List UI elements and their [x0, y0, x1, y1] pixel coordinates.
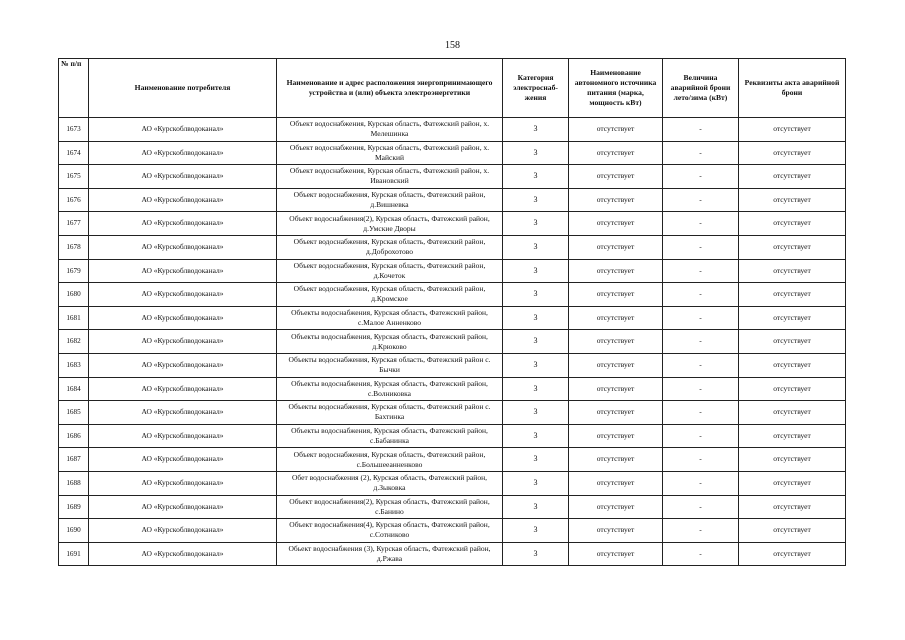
row-act: отсутствует	[739, 330, 846, 354]
row-source: отсутствует	[569, 141, 663, 165]
row-source: отсутствует	[569, 424, 663, 448]
row-reserve: -	[663, 448, 739, 472]
row-consumer: АО «Курскоблводоканал»	[89, 330, 277, 354]
row-object: Объект водоснабжения(2), Курская область, Фатежский район, д.Умские Дворы	[277, 212, 503, 236]
row-num: 1679	[59, 259, 89, 283]
row-reserve: -	[663, 377, 739, 401]
row-reserve: -	[663, 188, 739, 212]
row-object: Объекты водоснабжения, Курская область, Фатежский район, с.Малое Анненково	[277, 306, 503, 330]
row-object: Объект водоснабжения, Курская область, Фатежский район, д.Доброхотово	[277, 235, 503, 259]
row-category: 3	[503, 283, 569, 307]
row-category: 3	[503, 377, 569, 401]
row-reserve: -	[663, 495, 739, 519]
table-row	[59, 495, 846, 519]
row-object: Объекты водоснабжения, Курская область, Фатежский район с. Бахтинка	[277, 401, 503, 425]
row-category: 3	[503, 141, 569, 165]
header-num: № п/п	[59, 59, 89, 118]
row-act: отсутствует	[739, 259, 846, 283]
row-act: отсутствует	[739, 188, 846, 212]
row-object: Обьект водоснабжения (3), Курская область, Фатежский район, д.Ржава	[277, 542, 503, 566]
row-object: Объект водоснабжения, Курская область, Фатежский район, д.Кочеток	[277, 259, 503, 283]
row-num: 1687	[59, 448, 89, 472]
row-object: Объект водоснабжения, Курская область, Фатежский район, х. Майский	[277, 141, 503, 165]
row-source: отсутствует	[569, 306, 663, 330]
row-reserve: -	[663, 165, 739, 189]
header-reserve: Величина аварийной брони лето/зима (кВт)	[663, 59, 739, 118]
row-consumer: АО «Курскоблводоканал»	[89, 401, 277, 425]
row-act: отсутствует	[739, 424, 846, 448]
row-category: 3	[503, 306, 569, 330]
row-object: Объект водоснабжения, Курская область, Фатежский район, х. Ивановский	[277, 165, 503, 189]
row-category: 3	[503, 235, 569, 259]
row-category: 3	[503, 448, 569, 472]
row-consumer: АО «Курскоблводоканал»	[89, 448, 277, 472]
row-reserve: -	[663, 212, 739, 236]
row-object: Объект водоснабжения, Курская область, Фатежский район, д.Кромское	[277, 283, 503, 307]
page-number: 158	[445, 40, 460, 51]
row-num: 1682	[59, 330, 89, 354]
row-act: отсутствует	[739, 448, 846, 472]
row-reserve: -	[663, 141, 739, 165]
table-header-row	[59, 59, 846, 118]
row-consumer: АО «Курскоблводоканал»	[89, 424, 277, 448]
row-reserve: -	[663, 306, 739, 330]
row-consumer: АО «Курскоблводоканал»	[89, 495, 277, 519]
row-reserve: -	[663, 424, 739, 448]
row-source: отсутствует	[569, 495, 663, 519]
table-row	[59, 235, 846, 259]
row-consumer: АО «Курскоблводоканал»	[89, 235, 277, 259]
table-row	[59, 259, 846, 283]
table-row	[59, 283, 846, 307]
row-category: 3	[503, 471, 569, 495]
row-category: 3	[503, 424, 569, 448]
table-row	[59, 141, 846, 165]
table-row	[59, 330, 846, 354]
row-object: Объекты водоснабжения, Курская область, Фатежский район, д.Крюково	[277, 330, 503, 354]
row-source: отсутствует	[569, 448, 663, 472]
row-num: 1681	[59, 306, 89, 330]
row-num: 1684	[59, 377, 89, 401]
row-act: отсутствует	[739, 141, 846, 165]
row-reserve: -	[663, 353, 739, 377]
table-row	[59, 165, 846, 189]
row-consumer: АО «Курскоблводоканал»	[89, 188, 277, 212]
row-act: отсутствует	[739, 212, 846, 236]
row-act: отсутствует	[739, 353, 846, 377]
row-category: 3	[503, 401, 569, 425]
table-row	[59, 377, 846, 401]
row-category: 3	[503, 353, 569, 377]
row-num: 1689	[59, 495, 89, 519]
row-num: 1688	[59, 471, 89, 495]
row-object: Объекты водоснабжения, Курская область, Фатежский район с. Бычки	[277, 353, 503, 377]
row-consumer: АО «Курскоблводоканал»	[89, 519, 277, 543]
row-consumer: АО «Курскоблводоканал»	[89, 306, 277, 330]
table-row	[59, 306, 846, 330]
row-num: 1685	[59, 401, 89, 425]
header-consumer: Наименование потребителя	[89, 59, 277, 118]
row-consumer: АО «Курскоблводоканал»	[89, 141, 277, 165]
row-act: отсутствует	[739, 377, 846, 401]
row-num: 1675	[59, 165, 89, 189]
row-object: Объект водоснабжения(4), Курская область, Фатежский район, с.Сотниково	[277, 519, 503, 543]
row-object: Объекты водоснабжения, Курская область, Фатежский район, с.Бабанинка	[277, 424, 503, 448]
row-category: 3	[503, 519, 569, 543]
row-object: Объект водоснабжения, Курская область, Фатежский район, с.Большееанненково	[277, 448, 503, 472]
row-act: отсутствует	[739, 471, 846, 495]
table-row	[59, 353, 846, 377]
row-category: 3	[503, 188, 569, 212]
table-row	[59, 212, 846, 236]
header-source: Наименование автономного источника питания (марка, мощность кВт)	[569, 59, 663, 118]
row-category: 3	[503, 212, 569, 236]
row-source: отсутствует	[569, 330, 663, 354]
row-source: отсутствует	[569, 471, 663, 495]
table-row	[59, 542, 846, 566]
row-act: отсутствует	[739, 235, 846, 259]
row-reserve: -	[663, 519, 739, 543]
row-object: Объект водоснабжения, Курская область, Фатежский район, д.Вишневка	[277, 188, 503, 212]
row-source: отсутствует	[569, 118, 663, 142]
header-category: Категория электроснаб-жения	[503, 59, 569, 118]
row-category: 3	[503, 330, 569, 354]
table-row	[59, 448, 846, 472]
row-category: 3	[503, 542, 569, 566]
row-consumer: АО «Курскоблводоканал»	[89, 118, 277, 142]
row-consumer: АО «Курскоблводоканал»	[89, 377, 277, 401]
row-consumer: АО «Курскоблводоканал»	[89, 165, 277, 189]
row-consumer: АО «Курскоблводоканал»	[89, 212, 277, 236]
row-consumer: АО «Курскоблводоканал»	[89, 353, 277, 377]
row-reserve: -	[663, 118, 739, 142]
header-act: Реквизиты акта аварийной брони	[739, 59, 846, 118]
row-source: отсутствует	[569, 259, 663, 283]
row-source: отсутствует	[569, 235, 663, 259]
row-category: 3	[503, 259, 569, 283]
row-num: 1686	[59, 424, 89, 448]
row-consumer: АО «Курскоблводоканал»	[89, 259, 277, 283]
row-consumer: АО «Курскоблводоканал»	[89, 283, 277, 307]
table-body	[59, 118, 846, 566]
row-num: 1677	[59, 212, 89, 236]
row-reserve: -	[663, 542, 739, 566]
row-category: 3	[503, 495, 569, 519]
row-num: 1676	[59, 188, 89, 212]
row-consumer: АО «Курскоблводоканал»	[89, 542, 277, 566]
consumer-table	[58, 58, 846, 566]
row-act: отсутствует	[739, 165, 846, 189]
row-act: отсутствует	[739, 519, 846, 543]
row-act: отсутствует	[739, 118, 846, 142]
row-reserve: -	[663, 235, 739, 259]
table-row	[59, 424, 846, 448]
row-num: 1690	[59, 519, 89, 543]
row-object: Обет водоснабжения (2), Курская область, Фатежский район, д.Зыковка	[277, 471, 503, 495]
row-reserve: -	[663, 471, 739, 495]
row-source: отсутствует	[569, 353, 663, 377]
table-row	[59, 118, 846, 142]
row-source: отсутствует	[569, 519, 663, 543]
row-num: 1673	[59, 118, 89, 142]
row-source: отсутствует	[569, 542, 663, 566]
row-source: отсутствует	[569, 401, 663, 425]
table-row	[59, 401, 846, 425]
row-source: отсутствует	[569, 165, 663, 189]
row-object: Объект водоснабжения, Курская область, Фатежский район, х. Мелешинка	[277, 118, 503, 142]
row-num: 1691	[59, 542, 89, 566]
row-num: 1680	[59, 283, 89, 307]
row-object: Объект водоснабжения(2), Курская область, Фатежский район, с.Банино	[277, 495, 503, 519]
row-num: 1678	[59, 235, 89, 259]
row-reserve: -	[663, 259, 739, 283]
row-category: 3	[503, 118, 569, 142]
row-consumer: АО «Курскоблводоканал»	[89, 471, 277, 495]
table-row	[59, 188, 846, 212]
row-source: отсутствует	[569, 212, 663, 236]
row-act: отсутствует	[739, 401, 846, 425]
row-act: отсутствует	[739, 283, 846, 307]
row-act: отсутствует	[739, 542, 846, 566]
row-reserve: -	[663, 283, 739, 307]
row-reserve: -	[663, 401, 739, 425]
header-object: Наименование и адрес расположения энергопринимающего устройства и (или) объекта электроэнергетики	[277, 59, 503, 118]
row-object: Объекты водоснабжения, Курская область, Фатежский район, с.Волниковка	[277, 377, 503, 401]
row-num: 1683	[59, 353, 89, 377]
row-num: 1674	[59, 141, 89, 165]
table-row	[59, 519, 846, 543]
row-act: отсутствует	[739, 495, 846, 519]
row-category: 3	[503, 165, 569, 189]
row-source: отсутствует	[569, 377, 663, 401]
row-source: отсутствует	[569, 283, 663, 307]
table-row	[59, 471, 846, 495]
row-act: отсутствует	[739, 306, 846, 330]
row-reserve: -	[663, 330, 739, 354]
row-source: отсутствует	[569, 188, 663, 212]
